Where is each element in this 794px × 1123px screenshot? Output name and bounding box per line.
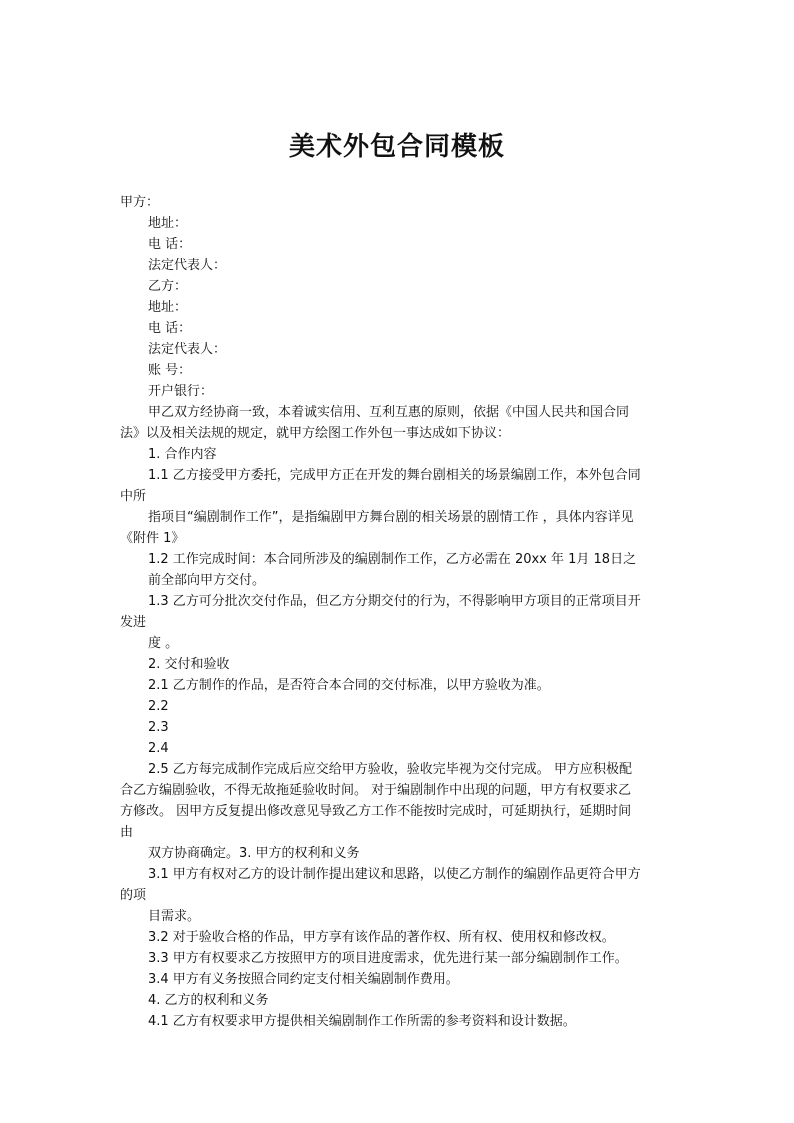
paragraph-line: 指项目“编剧制作工作”，是指编剧甲方舞台剧的相关场景的剧情工作 ，具体内容详见 <box>148 510 634 525</box>
paragraph-line: 的项 <box>120 888 147 903</box>
party-b-phone: 电 话： <box>148 321 192 336</box>
paragraph-line: 1.1 乙方接受甲方委托，完成甲方正在开发的舞台剧相关的场景编剧工作，本外包合同 <box>148 468 641 483</box>
paragraph-line: 3.2 对于验收合格的作品，甲方享有该作品的著作权、所有权、使用权和修改权。 <box>148 930 615 945</box>
paragraph-line: 法》以及相关法规的规定，就甲方绘图工作外包一事达成如下协议： <box>120 426 511 441</box>
paragraph-line: 1.2 工作完成时间：本合同所涉及的编剧制作工作，乙方必需在 20xx 年 1月 18日之 <box>148 552 637 567</box>
document-title: 美术外包合同模板 <box>288 132 505 162</box>
paragraph-line: 3.4 甲方有义务按照合同约定支付相关编剧制作费用。 <box>148 972 459 987</box>
party-a-address: 地址： <box>148 216 188 231</box>
paragraph-line: 3.1 甲方有权对乙方的设计制作提出建议和思路，以使乙方制作的编剧作品更符合甲方 <box>148 867 641 882</box>
paragraph-line: 3.3 甲方有权要求乙方按照甲方的项目进度需求，优先进行某一部分编剧制作工作。 <box>148 951 628 966</box>
paragraph-line: 4.1 乙方有权要求甲方提供相关编剧制作工作所需的参考资料和设计数据。 <box>148 1014 576 1029</box>
clause-number: 2.2 <box>148 699 169 714</box>
section-heading: 1. 合作内容 <box>148 447 217 462</box>
paragraph-line: 中所 <box>120 489 147 504</box>
section-heading: 4. 乙方的权利和义务 <box>148 993 269 1008</box>
party-a-label: 甲方： <box>120 195 160 210</box>
paragraph-line: 《附件 1》 <box>120 531 185 546</box>
paragraph-line: 由 <box>120 825 134 840</box>
document-body <box>120 192 680 1032</box>
party-a-phone: 电 话： <box>148 237 192 252</box>
party-b-address: 地址： <box>148 300 188 315</box>
party-b-label: 乙方： <box>148 279 188 294</box>
paragraph-line: 1.3 乙方可分批次交付作品，但乙方分期交付的行为，不得影响甲方项目的正常项目开 <box>148 594 641 609</box>
paragraph-line: 度 。 <box>148 636 179 651</box>
paragraph-line: 双方协商确定。3. 甲方的权利和义务 <box>148 846 360 861</box>
paragraph-line: 2.1 乙方制作的作品，是否符合本合同的交付标准，以甲方验收为准。 <box>148 678 550 693</box>
paragraph-line: 发进 <box>120 615 147 630</box>
paragraph-line: 前全部向甲方交付。 <box>148 573 266 588</box>
party-a-legal-rep: 法定代表人： <box>148 258 227 273</box>
party-b-legal-rep: 法定代表人： <box>148 342 227 357</box>
clause-number: 2.3 <box>148 720 169 735</box>
party-b-bank: 开户银行： <box>148 384 214 399</box>
paragraph-line: 方修改。 因甲方反复提出修改意见导致乙方工作不能按时完成时，可延期执行，延期时间 <box>120 804 632 819</box>
paragraph-line: 2.5 乙方每完成制作完成后应交给甲方验收，验收完毕视为交付完成。 甲方应积极配 <box>148 762 632 777</box>
paragraph-line: 甲乙双方经协商一致，本着诚实信用、互利互惠的原则，依据《中国人民共和国合同 <box>148 405 630 420</box>
section-heading: 2. 交付和验收 <box>148 657 230 672</box>
paragraph-line: 目需求。 <box>148 909 201 924</box>
paragraph-line: 合乙方编剧验收，不得无故拖延验收时间。 对于编剧制作中出现的问题，甲方有权要求乙 <box>120 783 632 798</box>
party-b-account: 账 号： <box>148 363 192 378</box>
clause-number: 2.4 <box>148 741 169 756</box>
